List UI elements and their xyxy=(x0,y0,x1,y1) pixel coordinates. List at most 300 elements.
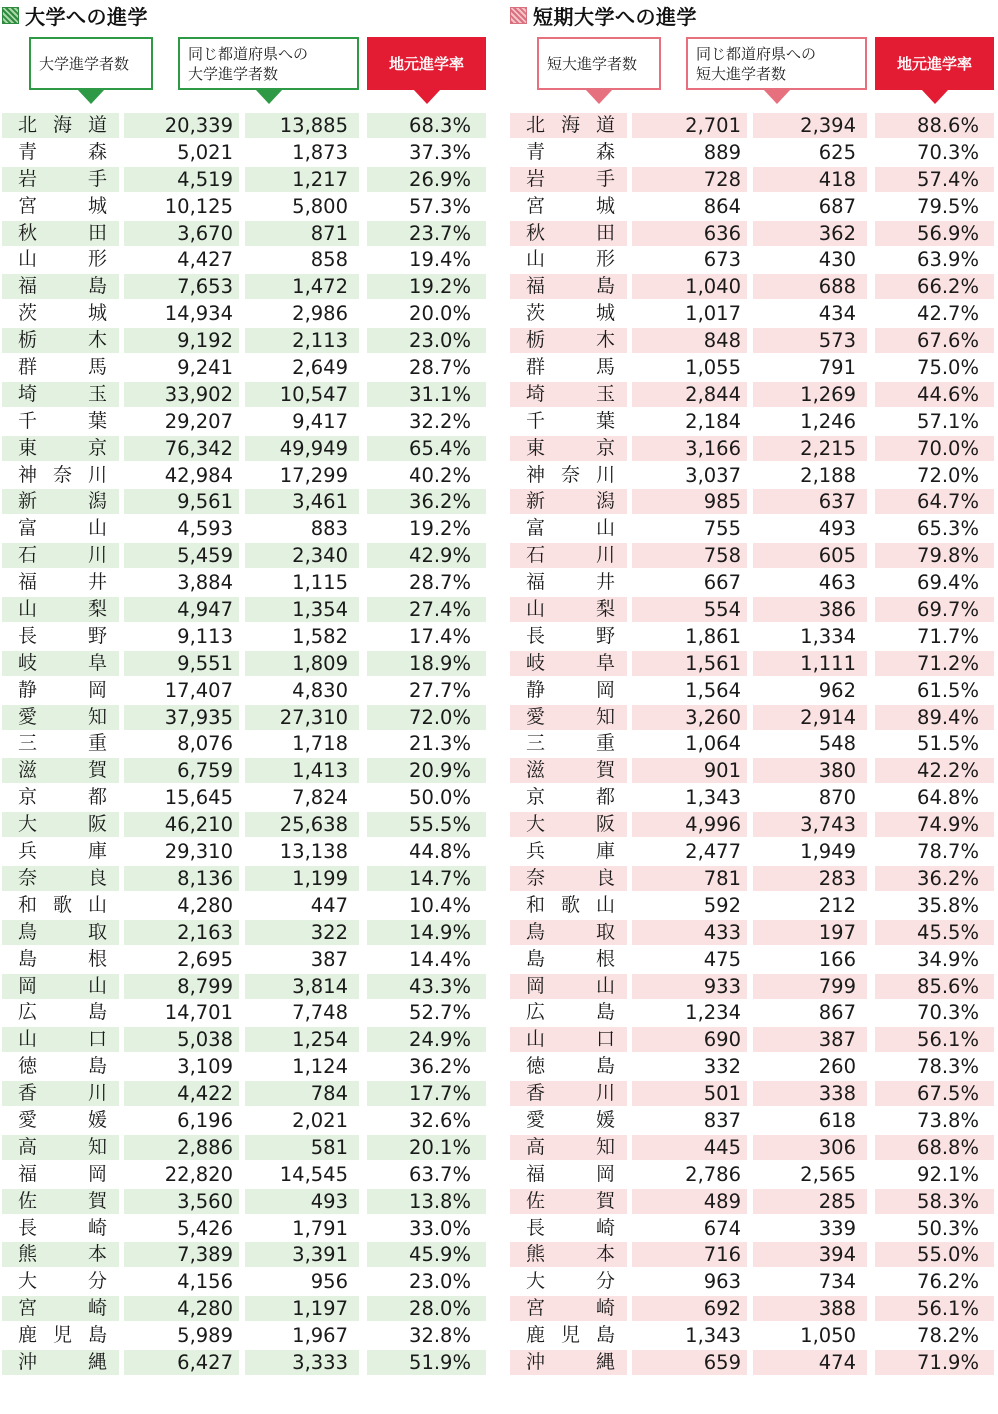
same-prefecture-cell: 1,873 xyxy=(292,140,348,164)
header-local-rate xyxy=(367,37,486,90)
table-row xyxy=(510,354,998,381)
local-rate-cell: 79.5% xyxy=(917,194,979,218)
header-count xyxy=(29,37,153,90)
count-cell: 554 xyxy=(632,597,747,622)
count-cell: 3,109 xyxy=(177,1055,233,1079)
count-cell: 755 xyxy=(703,517,741,541)
prefecture-cell: 佐 賀 xyxy=(2,1189,119,1214)
count-cell: 10,125 xyxy=(164,194,233,218)
same-prefecture-cell: 14,545 xyxy=(279,1162,348,1186)
same-prefecture-cell: 3,743 xyxy=(753,812,867,837)
header-count-label: 短大進学者数 xyxy=(547,54,638,73)
same-prefecture-cell: 1,050 xyxy=(800,1324,856,1348)
table-row xyxy=(510,542,998,569)
same-prefecture-cell: 581 xyxy=(245,1135,359,1160)
same-prefecture-cell: 283 xyxy=(753,866,867,891)
count-cell: 445 xyxy=(632,1135,747,1160)
count-cell: 2,163 xyxy=(124,920,239,945)
count-cell: 3,037 xyxy=(685,463,741,487)
same-prefecture-cell: 871 xyxy=(245,221,359,246)
prefecture-cell: 佐 賀 xyxy=(510,1189,627,1214)
same-prefecture-cell: 1,124 xyxy=(292,1055,348,1079)
table-row xyxy=(2,1268,492,1295)
prefecture-cell: 福 岡 xyxy=(526,1162,616,1185)
table-row xyxy=(2,623,492,650)
prefecture-cell: 宮 崎 xyxy=(2,1296,119,1321)
prefecture-cell: 神 奈 川 xyxy=(526,463,616,486)
header-same-prefecture xyxy=(178,37,359,90)
table-row xyxy=(2,139,492,166)
same-prefecture-cell: 687 xyxy=(818,194,856,218)
prefecture-cell: 徳 島 xyxy=(526,1055,616,1078)
table-row xyxy=(510,757,998,784)
local-rate-cell: 50.0% xyxy=(409,786,471,810)
local-rate-cell: 70.3% xyxy=(917,1001,979,1025)
local-rate-cell: 89.4% xyxy=(875,705,994,730)
prefecture-cell: 岐 阜 xyxy=(2,651,119,676)
local-rate-cell: 44.8% xyxy=(409,840,471,864)
count-cell: 9,241 xyxy=(177,356,233,380)
same-prefecture-cell: 548 xyxy=(818,732,856,756)
count-cell: 1,040 xyxy=(632,274,747,299)
same-prefecture-cell: 5,800 xyxy=(292,194,348,218)
prefecture-cell: 高 知 xyxy=(2,1135,119,1160)
count-cell: 592 xyxy=(703,893,741,917)
prefecture-cell: 静 岡 xyxy=(526,678,616,701)
prefecture-cell: 鹿 児 島 xyxy=(526,1324,616,1347)
table-row xyxy=(2,677,492,704)
local-rate-cell: 36.2% xyxy=(875,866,994,891)
header-count-label: 大学進学者数 xyxy=(39,54,130,73)
table-row xyxy=(2,596,492,623)
count-cell: 1,017 xyxy=(685,302,741,326)
table-row xyxy=(2,569,492,596)
same-prefecture-cell: 1,809 xyxy=(245,651,359,676)
header-count xyxy=(537,37,661,90)
local-rate-cell: 14.4% xyxy=(409,947,471,971)
prefecture-cell: 奈 良 xyxy=(510,866,627,891)
same-prefecture-cell: 3,461 xyxy=(245,489,359,514)
count-cell: 3,884 xyxy=(177,571,233,595)
local-rate-cell: 14.7% xyxy=(367,866,486,891)
prefecture-cell: 石 川 xyxy=(2,543,119,568)
count-cell: 1,861 xyxy=(685,624,741,648)
same-prefecture-cell: 791 xyxy=(818,356,856,380)
count-cell: 848 xyxy=(632,328,747,353)
local-rate-cell: 65.4% xyxy=(367,436,486,461)
count-cell: 15,645 xyxy=(164,786,233,810)
prefecture-cell: 青 森 xyxy=(526,140,616,163)
count-cell: 2,786 xyxy=(685,1162,741,1186)
section-title xyxy=(510,2,697,28)
count-cell: 7,389 xyxy=(124,1242,239,1267)
same-prefecture-cell: 618 xyxy=(818,1108,856,1132)
table-row xyxy=(510,973,998,1000)
prefecture-cell: 山 形 xyxy=(526,248,616,271)
same-prefecture-cell: 493 xyxy=(818,517,856,541)
count-cell: 2,844 xyxy=(632,382,747,407)
prefecture-cell: 石 川 xyxy=(510,543,627,568)
prefecture-cell: 東 京 xyxy=(2,436,119,461)
same-prefecture-cell: 418 xyxy=(753,167,867,192)
table-row xyxy=(2,1349,492,1376)
local-rate-cell: 64.7% xyxy=(875,489,994,514)
same-prefecture-cell: 430 xyxy=(818,248,856,272)
same-prefecture-cell: 387 xyxy=(753,1027,867,1052)
table-row xyxy=(2,892,492,919)
local-rate-cell: 32.2% xyxy=(409,409,471,433)
prefecture-cell: 兵 庫 xyxy=(18,840,108,863)
same-prefecture-cell: 1,334 xyxy=(800,624,856,648)
count-cell: 4,156 xyxy=(177,1270,233,1294)
table-row xyxy=(510,919,998,946)
table-row xyxy=(510,650,998,677)
table-row xyxy=(2,973,492,1000)
same-prefecture-cell: 339 xyxy=(818,1216,856,1240)
count-cell: 636 xyxy=(632,221,747,246)
prefecture-cell: 富 山 xyxy=(18,517,108,540)
local-rate-cell: 56.9% xyxy=(875,221,994,246)
table-row xyxy=(510,1241,998,1268)
table-row xyxy=(2,1295,492,1322)
local-rate-cell: 51.5% xyxy=(917,732,979,756)
count-cell: 673 xyxy=(703,248,741,272)
same-prefecture-cell: 306 xyxy=(753,1135,867,1160)
count-cell: 5,426 xyxy=(177,1216,233,1240)
count-cell: 14,934 xyxy=(164,302,233,326)
local-rate-cell: 27.7% xyxy=(409,678,471,702)
local-rate-cell: 28.7% xyxy=(409,356,471,380)
table-row xyxy=(2,1322,492,1349)
local-rate-cell: 44.6% xyxy=(875,382,994,407)
table-row xyxy=(510,300,998,327)
local-rate-cell: 34.9% xyxy=(917,947,979,971)
local-rate-cell: 33.0% xyxy=(409,1216,471,1240)
table-row xyxy=(510,1295,998,1322)
count-cell: 9,551 xyxy=(124,651,239,676)
same-prefecture-cell: 17,299 xyxy=(279,463,348,487)
same-prefecture-cell: 734 xyxy=(818,1270,856,1294)
local-rate-cell: 42.9% xyxy=(367,543,486,568)
same-prefecture-cell: 2,113 xyxy=(245,328,359,353)
count-cell: 501 xyxy=(632,1081,747,1106)
prefecture-cell: 大 分 xyxy=(18,1270,108,1293)
prefecture-cell: 熊 本 xyxy=(2,1242,119,1267)
table-row xyxy=(510,811,998,838)
section-title xyxy=(2,2,148,28)
header-local-rate xyxy=(875,37,994,90)
local-rate-cell: 76.2% xyxy=(917,1270,979,1294)
count-cell: 5,021 xyxy=(177,140,233,164)
same-prefecture-cell: 1,413 xyxy=(245,758,359,783)
same-prefecture-cell: 962 xyxy=(818,678,856,702)
same-prefecture-cell: 1,246 xyxy=(800,409,856,433)
section-title-text: 大学への進学 xyxy=(25,4,148,29)
local-rate-cell: 20.9% xyxy=(367,758,486,783)
table-row xyxy=(510,273,998,300)
table-row xyxy=(2,488,492,515)
count-cell: 837 xyxy=(703,1108,741,1132)
table-row xyxy=(510,1322,998,1349)
local-rate-cell: 69.4% xyxy=(917,571,979,595)
local-rate-cell: 18.9% xyxy=(367,651,486,676)
table-row xyxy=(2,838,492,865)
hatched-square-icon xyxy=(510,7,527,24)
prefecture-cell: 岡 山 xyxy=(2,974,119,999)
local-rate-cell: 17.7% xyxy=(367,1081,486,1106)
count-cell: 33,902 xyxy=(124,382,239,407)
local-rate-cell: 66.2% xyxy=(875,274,994,299)
count-cell: 8,799 xyxy=(124,974,239,999)
same-prefecture-cell: 1,582 xyxy=(292,624,348,648)
prefecture-cell: 島 根 xyxy=(18,947,108,970)
table-row xyxy=(510,515,998,542)
prefecture-cell: 和 歌 山 xyxy=(18,893,108,916)
local-rate-cell: 51.9% xyxy=(367,1350,486,1375)
local-rate-cell: 37.3% xyxy=(409,140,471,164)
same-prefecture-cell: 13,885 xyxy=(245,113,359,138)
same-prefecture-cell: 1,217 xyxy=(245,167,359,192)
local-rate-cell: 17.4% xyxy=(409,624,471,648)
table-row xyxy=(510,1188,998,1215)
prefecture-cell: 香 川 xyxy=(2,1081,119,1106)
count-cell: 29,310 xyxy=(164,840,233,864)
table-row xyxy=(510,838,998,865)
count-cell: 1,343 xyxy=(685,786,741,810)
table-row xyxy=(510,462,998,489)
prefecture-cell: 静 岡 xyxy=(18,678,108,701)
local-rate-cell: 28.0% xyxy=(367,1296,486,1321)
table-row xyxy=(2,1161,492,1188)
count-cell: 20,339 xyxy=(124,113,239,138)
same-prefecture-cell: 867 xyxy=(818,1001,856,1025)
count-cell: 8,076 xyxy=(177,732,233,756)
same-prefecture-cell: 1,354 xyxy=(245,597,359,622)
university-table xyxy=(2,112,492,1376)
local-rate-cell: 85.6% xyxy=(875,974,994,999)
local-rate-cell: 63.9% xyxy=(917,248,979,272)
prefecture-cell: 大 阪 xyxy=(2,812,119,837)
table-row xyxy=(2,704,492,731)
header-rate-label: 地元進学率 xyxy=(896,54,972,73)
same-prefecture-cell: 1,197 xyxy=(245,1296,359,1321)
prefecture-cell: 宮 崎 xyxy=(510,1296,627,1321)
count-cell: 46,210 xyxy=(124,812,239,837)
table-row xyxy=(510,166,998,193)
table-row xyxy=(510,1349,998,1376)
prefecture-cell: 徳 島 xyxy=(18,1055,108,1078)
same-prefecture-cell: 2,649 xyxy=(292,356,348,380)
prefecture-cell: 三 重 xyxy=(526,732,616,755)
prefecture-cell: 愛 媛 xyxy=(526,1108,616,1131)
count-cell: 8,136 xyxy=(124,866,239,891)
table-row xyxy=(510,677,998,704)
same-prefecture-cell: 388 xyxy=(753,1296,867,1321)
local-rate-cell: 52.7% xyxy=(409,1001,471,1025)
count-cell: 3,260 xyxy=(632,705,747,730)
count-cell: 4,996 xyxy=(632,812,747,837)
prefecture-cell: 岡 山 xyxy=(510,974,627,999)
prefecture-cell: 群 馬 xyxy=(18,356,108,379)
count-cell: 4,280 xyxy=(124,1296,239,1321)
prefecture-cell: 愛 媛 xyxy=(18,1108,108,1131)
table-row xyxy=(510,381,998,408)
local-rate-cell: 19.4% xyxy=(409,248,471,272)
prefecture-cell: 秋 田 xyxy=(510,221,627,246)
same-prefecture-cell: 463 xyxy=(818,571,856,595)
prefecture-cell: 福 井 xyxy=(526,571,616,594)
prefecture-cell: 京 都 xyxy=(526,786,616,809)
prefecture-cell: 新 潟 xyxy=(2,489,119,514)
same-prefecture-cell: 1,199 xyxy=(245,866,359,891)
local-rate-cell: 20.1% xyxy=(367,1135,486,1160)
table-row xyxy=(2,999,492,1026)
prefecture-cell: 山 口 xyxy=(510,1027,627,1052)
count-cell: 9,192 xyxy=(124,328,239,353)
local-rate-cell: 71.9% xyxy=(875,1350,994,1375)
local-rate-cell: 58.3% xyxy=(875,1189,994,1214)
table-row xyxy=(2,1215,492,1242)
count-cell: 6,759 xyxy=(124,758,239,783)
prefecture-cell: 兵 庫 xyxy=(526,840,616,863)
prefecture-cell: 大 分 xyxy=(526,1270,616,1293)
table-row xyxy=(510,435,998,462)
prefecture-cell: 埼 玉 xyxy=(2,382,119,407)
count-cell: 3,670 xyxy=(124,221,239,246)
count-cell: 2,701 xyxy=(632,113,747,138)
same-prefecture-cell: 2,565 xyxy=(800,1162,856,1186)
same-prefecture-cell: 4,830 xyxy=(292,678,348,702)
same-prefecture-cell: 625 xyxy=(818,140,856,164)
table-row xyxy=(2,354,492,381)
prefecture-cell: 沖 縄 xyxy=(510,1350,627,1375)
local-rate-cell: 69.7% xyxy=(875,597,994,622)
table-row xyxy=(2,1241,492,1268)
local-rate-cell: 45.9% xyxy=(367,1242,486,1267)
local-rate-cell: 79.8% xyxy=(875,543,994,568)
count-cell: 5,038 xyxy=(124,1027,239,1052)
local-rate-cell: 10.4% xyxy=(409,893,471,917)
table-row xyxy=(510,1134,998,1161)
prefecture-cell: 広 島 xyxy=(18,1001,108,1024)
same-prefecture-cell: 2,188 xyxy=(800,463,856,487)
count-cell: 489 xyxy=(632,1189,747,1214)
count-cell: 2,184 xyxy=(685,409,741,433)
same-prefecture-cell: 858 xyxy=(310,248,348,272)
count-cell: 674 xyxy=(703,1216,741,1240)
count-cell: 4,593 xyxy=(177,517,233,541)
count-cell: 4,422 xyxy=(124,1081,239,1106)
prefecture-cell: 長 野 xyxy=(526,624,616,647)
table-row xyxy=(510,139,998,166)
table-row xyxy=(510,1107,998,1134)
table-row xyxy=(510,327,998,354)
count-cell: 42,984 xyxy=(164,463,233,487)
local-rate-cell: 61.5% xyxy=(917,678,979,702)
table-row xyxy=(2,462,492,489)
same-prefecture-cell: 1,111 xyxy=(753,651,867,676)
table-row xyxy=(2,1026,492,1053)
same-prefecture-cell: 9,417 xyxy=(292,409,348,433)
table-row xyxy=(510,784,998,811)
local-rate-cell: 74.9% xyxy=(875,812,994,837)
count-cell: 716 xyxy=(632,1242,747,1267)
same-prefecture-cell: 434 xyxy=(818,302,856,326)
prefecture-cell: 滋 賀 xyxy=(510,758,627,783)
prefecture-cell: 秋 田 xyxy=(2,221,119,246)
count-cell: 781 xyxy=(632,866,747,891)
same-prefecture-cell: 883 xyxy=(310,517,348,541)
prefecture-cell: 茨 城 xyxy=(18,302,108,325)
same-prefecture-cell: 13,138 xyxy=(279,840,348,864)
prefecture-cell: 宮 城 xyxy=(526,194,616,217)
university-section xyxy=(2,0,492,1414)
count-cell: 4,947 xyxy=(124,597,239,622)
count-cell: 985 xyxy=(632,489,747,514)
table-row xyxy=(2,273,492,300)
local-rate-cell: 72.0% xyxy=(917,463,979,487)
table-row xyxy=(510,488,998,515)
prefecture-cell: 群 馬 xyxy=(526,356,616,379)
count-cell: 6,427 xyxy=(124,1350,239,1375)
count-cell: 433 xyxy=(632,920,747,945)
same-prefecture-cell: 285 xyxy=(753,1189,867,1214)
table-row xyxy=(2,435,492,462)
local-rate-cell: 75.0% xyxy=(917,356,979,380)
same-prefecture-cell: 493 xyxy=(245,1189,359,1214)
count-cell: 667 xyxy=(703,571,741,595)
local-rate-cell: 57.4% xyxy=(875,167,994,192)
same-prefecture-cell: 447 xyxy=(310,893,348,917)
table-row xyxy=(510,730,998,757)
prefecture-cell: 熊 本 xyxy=(510,1242,627,1267)
table-row xyxy=(510,623,998,650)
prefecture-cell: 三 重 xyxy=(18,732,108,755)
same-prefecture-cell: 7,748 xyxy=(292,1001,348,1025)
prefecture-cell: 福 島 xyxy=(510,274,627,299)
same-prefecture-cell: 605 xyxy=(753,543,867,568)
prefecture-cell: 長 崎 xyxy=(18,1216,108,1239)
table-row xyxy=(510,1053,998,1080)
count-cell: 4,280 xyxy=(177,893,233,917)
table-row xyxy=(2,1107,492,1134)
same-prefecture-cell: 25,638 xyxy=(245,812,359,837)
table-row xyxy=(510,246,998,273)
local-rate-cell: 23.7% xyxy=(367,221,486,246)
prefecture-cell: 愛 知 xyxy=(510,705,627,730)
local-rate-cell: 71.2% xyxy=(875,651,994,676)
local-rate-cell: 35.8% xyxy=(917,893,979,917)
header-same-prefecture xyxy=(686,37,867,90)
local-rate-cell: 45.5% xyxy=(875,920,994,945)
same-prefecture-cell: 688 xyxy=(753,274,867,299)
local-rate-cell: 92.1% xyxy=(917,1162,979,1186)
prefecture-cell: 北 海 道 xyxy=(2,113,119,138)
count-cell: 933 xyxy=(632,974,747,999)
table-row xyxy=(510,704,998,731)
table-row xyxy=(510,408,998,435)
prefecture-cell: 福 島 xyxy=(2,274,119,299)
count-cell: 475 xyxy=(703,947,741,971)
local-rate-cell: 42.2% xyxy=(875,758,994,783)
count-cell: 3,560 xyxy=(124,1189,239,1214)
count-cell: 1,064 xyxy=(685,732,741,756)
prefecture-cell: 青 森 xyxy=(18,140,108,163)
local-rate-cell: 70.0% xyxy=(875,436,994,461)
same-prefecture-cell: 27,310 xyxy=(245,705,359,730)
table-row xyxy=(510,220,998,247)
prefecture-cell: 滋 賀 xyxy=(2,758,119,783)
